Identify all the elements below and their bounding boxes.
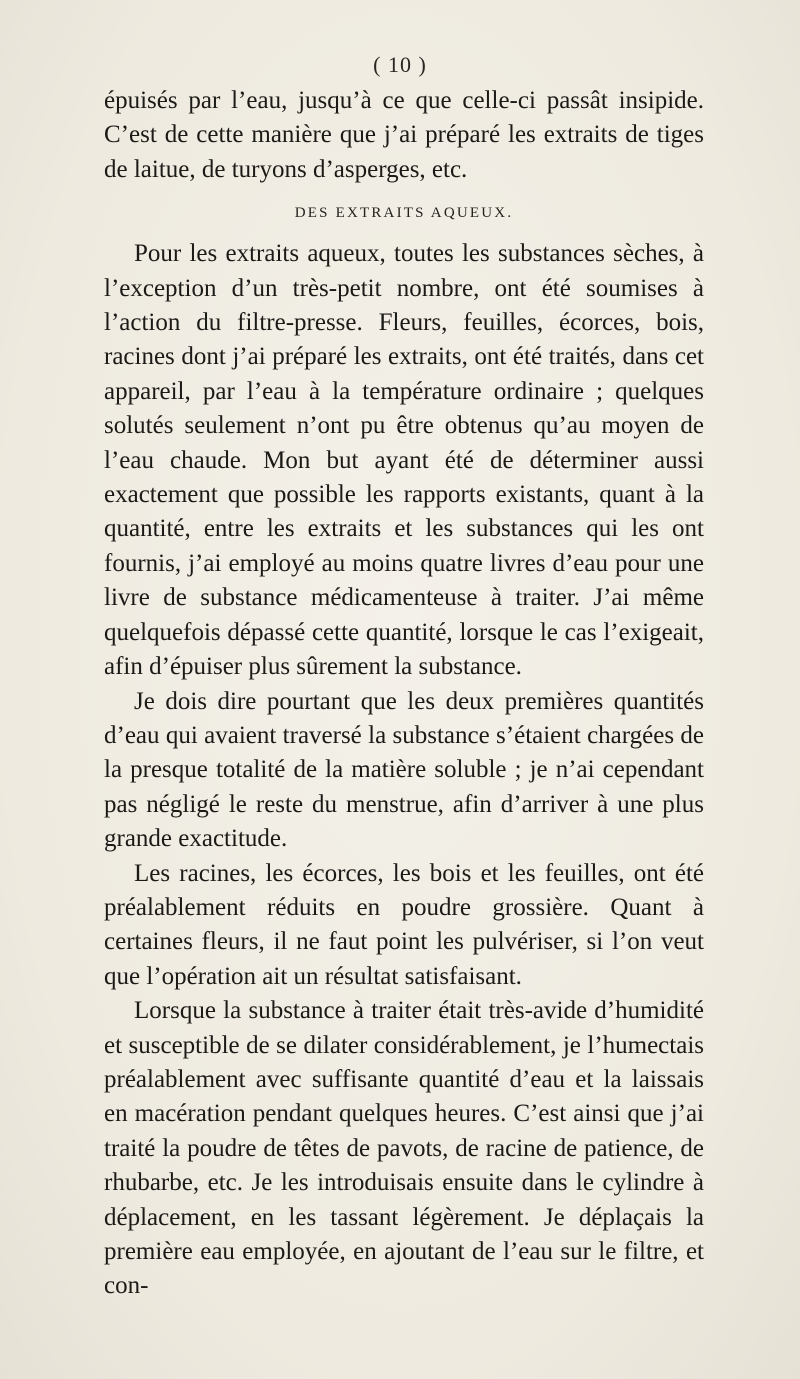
continued-paragraph: épuisés par l’eau, jusqu’à ce que celle-ci passât insipide. C’est de cette manière que j’ai préparé les extraits de tiges de laitue, de turyons d’asperges, etc. [104, 87, 704, 183]
paragraph: Les racines, les écorces, les bois et les feuilles, ont été préalablement réduits en poudre grossière. Quant à certaines fleurs, il ne faut point les pulvériser, si l’on veut que l’opération ait un résultat satisfaisant. [104, 859, 704, 990]
page-body [104, 84, 704, 1304]
section-heading: DES EXTRAITS AQUEUX. [294, 205, 514, 222]
paragraph: Lorsque la substance à traiter était très-avide d’humidité et susceptible de se dilater considérablement, je l’humectais préalablement avec suffisante quantité d’eau et la laissais en macération pendant quelques heures. C’est ainsi que j’ai traité la poudre de têtes de pavots, de racine de patience, de rhubarbe, etc. Je les introduisais ensuite dans le cylindre à déplacement, en les tassant légèrement. Je déplaçais la première eau employée, en ajoutant de l’eau sur le filtre, et con- [104, 997, 704, 1300]
paragraph: Je dois dire pourtant que les deux premières quantités d’eau qui avaient traversé la substance s’étaient chargées de la presque totalité de la matière soluble ; je n’ai cependant pas négligé le reste du menstrue, afin d’arriver à une plus grande exactitude. [104, 687, 704, 853]
paragraph: Pour les extraits aqueux, toutes les substances sèches, à l’exception d’un très-petit nombre, ont été soumises à l’action du filtre-presse. Fleurs, feuilles, écorces, bois, racines dont j’ai préparé les extraits, ont été traités, dans cet appareil, par l’eau à la température ordinaire ; quelques solutés seulement n’ont pu être obtenus qu’au moyen de l’eau chaude. Mon but ayant été de déterminer aussi exactement que possible les rapports existants, quant à la quantité, entre les extraits et les substances qui les ont fournis, j’ai employé au moins quatre livres d’eau pour une livre de substance médicamenteuse à traiter. J’ai même quelquefois dépassé cette quantité, lorsque le cas l’exigeait, afin d’épuiser plus sûrement la substance. [104, 240, 704, 681]
page-number: ( 10 ) [373, 52, 427, 77]
